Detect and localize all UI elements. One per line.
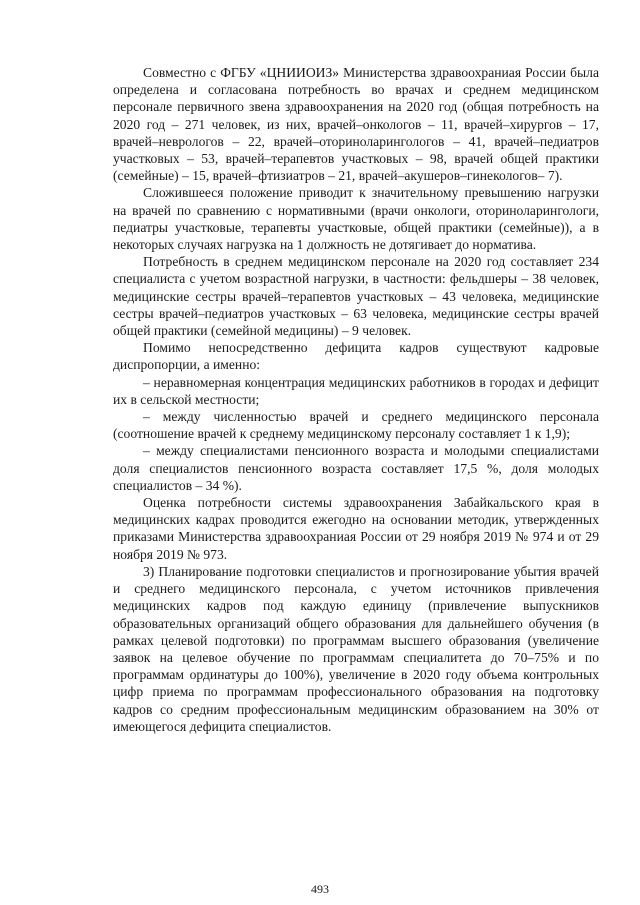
paragraph-assessment: Оценка потребности системы здравоохранения Забайкальского края в медицинских кадрах проводится ежегодно на основании методик, утвержденных приказами Министерства здравоохраниая России от 29 ноября 2019 № 974 и от 29 ноября 2019 № 973. <box>113 495 599 562</box>
list-item-doctor-nurse-ratio: – между численностью врачей и среднего медицинского персонала (соотношение врачей к среднему медицинскому персоналу составляет 1 к 1,9); <box>113 409 599 442</box>
paragraph-planning: 3) Планирование подготовки специалистов и прогнозирование убытия врачей и среднего медицинского персонала, с учетом источников привлечения медицинских кадров под каждую единицу (привлечение выпускников образовательных организаций общего образования для дальнейшего обучения (в рамках целевой подготовки) по программам высшего образования (увеличение заявок на целевое обучение по программам специалитета до 70–75% и по программам ординатуры до 100%), увеличение в 2020 году объема контрольных цифр приема по программам профессионального образования на подготовку кадров со средним профессиональным медицинским образованием на 30% от имеющегося дефицита специалистов. <box>113 563 599 734</box>
document-body <box>113 64 599 735</box>
paragraph-staff-demand: Совместно с ФГБУ «ЦНИИОИЗ» Министерства здравоохраниая России была определена и согласована потребность во врачах и среднем медицинском персонале первичного звена здравоохранения на 2020 год (общая потребность на 2020 год – 271 человек, из них, врачей–онкологов – 11, врачей–хирургов – 17, врачей–неврологов – 22, врачей–оториноларингологов – 41, врачей–педиатров участковых – 53, врачей–терапевтов участковых – 98, врачей общей практики (семейные) – 15, врачей–фтизиатров – 21, врачей–акушеров–гинекологов– 7). <box>113 65 599 184</box>
paragraph-workload: Сложившееся положение приводит к значительному превышению нагрузки на врачей по сравнению с нормативными (врачи онкологи, оториноларингологи, педиатры участковые, терапевты участковые, общей практики (семейные)), а в некоторых случаях нагрузка на 1 должность не дотягивает до норматива. <box>113 185 599 253</box>
paragraph-nursing-demand: Потребность в среднем медицинском персонале на 2020 год составляет 234 специалиста с учетом возрастной нагрузки, в частности: фельдшеры – 38 человек, медицинские сестры врачей–терапевтов участковых – 43 человека, медицинские сестры врачей–педиатров участковых – 63 человека, медицинские сестры врачей общей практики (семейной медицины) – 9 человек. <box>113 254 599 339</box>
page-number: 493 <box>311 882 329 896</box>
list-item-urban-rural: – неравномерная концентрация медицинских работников в городах и дефицит их в сельской местности; <box>113 374 599 407</box>
paragraph-disproportions: Помимо непосредственно дефицита кадров существуют кадровые диспропорции, а именно: <box>113 340 599 373</box>
list-item-age-structure: – между специалистами пенсионного возраста и молодыми специалистами доля специалистов пенсионного возраста составляет 17,5 %, доля молодых специалистов – 34 %). <box>113 443 599 493</box>
